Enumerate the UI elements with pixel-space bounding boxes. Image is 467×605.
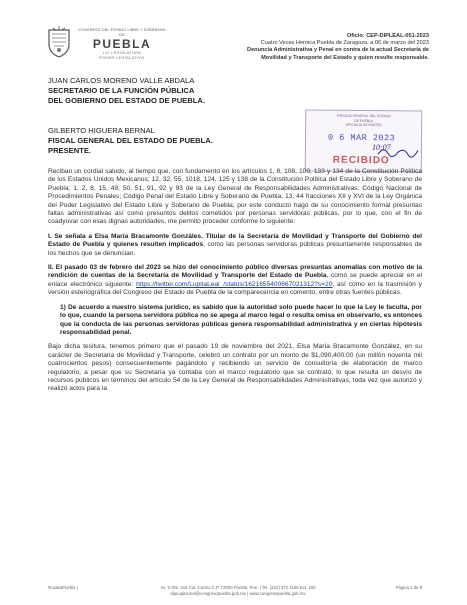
addressee-2-title: FISCAL GENERAL DEL ESTADO DE PUEBLA. <box>48 136 213 145</box>
addressee-2-name: GILBERTO HIGUERA BERNAL <box>48 126 155 135</box>
oficio-number: Oficio: CEP-DIPLEAL-051-2023 <box>346 33 429 39</box>
paragraph-contract: Bajo dicha tesitura, tenemos primero que el pasado 19 de noviembre del 2021, Elsa María Bracamonte González, en su carácter de Secretaria de Movilidad y Transporte, celebró un contrato por un monto de $1,090,400.00 (un millón noventa mil cuatrocientos pesos) consecuentemente pagándolo y recibiendo un servicio de consultoría de elaboración de marco regulatorio, a pesar que su Secretaría ya contaba con el marco regulatorio que se contrató, lo que resulta un desvío de recursos públicos en términos del artículo 54 de la Ley General de Responsabilidades Administrativas, toda vez que autorizó y realizó actos para la <box>48 343 422 393</box>
stamp-date: 0 6 MAR 2023 <box>327 132 396 144</box>
addressee-1-title-1: SECRETARIO DE LA FUNCIÓN PÚBLICA <box>48 86 195 95</box>
presente-label: PRESENTE. <box>48 146 92 155</box>
stamp-line-2: DE PUEBLA <box>354 118 374 123</box>
point-1-bold: I. Se señala a Elsa María Bracamonte Gonzáles. Titular de la Secretaría de Movilidad y Transporte del Gobierno del Estado de Puebla y quienes resulten implicados <box>48 232 422 249</box>
addressee-1-title-2: DEL GOBIERNO DEL ESTADO DE PUEBLA. <box>48 96 205 105</box>
crest-icon <box>46 26 72 58</box>
logo-subtitle-2: PODER LEGISLATIVO <box>99 56 145 60</box>
letter-body <box>48 168 422 400</box>
place-date: Cuatro Veces Heroica Puebla de Zaragoza, a 06 de marzo del 2023 <box>260 40 429 47</box>
received-stamp <box>305 109 423 172</box>
footer-email-web: dipLupita.leal@congresopuebla.gob.mx | www.congresopuebla.gob.mx <box>170 590 306 596</box>
logo-top-text: CONGRESO DEL ESTADO LIBRE Y SOBERANO DE <box>78 28 166 37</box>
stamp-received-label: RECIBIDO <box>332 154 390 167</box>
addressee-1-name: JUAN CARLOS MORENO VALLE ABDALA <box>48 76 195 85</box>
paragraph-point-1 <box>48 233 422 258</box>
paragraph-legal-basis: 1) De acuerdo a nuestro sistema jurídico, es sabido que la autoridad solo puede hacer lo que la Ley le faculta, por lo que, cuando la persona servidora pública no se apega al marco legal o resulta omisa en observarlo, es entonces que la conducta de las personas servidoras públicas genera responsabilidad administrativa y en ciertas hipótesis responsabilidad penal. <box>60 303 422 336</box>
point-2-rest: , así como en la trasmisión y versión estenográfica del Congreso del Estado de Puebla de la comparecencia en comento, entre otras fuentes públicas. <box>48 280 422 297</box>
footer-contact <box>138 585 338 596</box>
logo-brand: PUEBLA <box>92 37 152 51</box>
addressee-1 <box>48 76 205 106</box>
logo-subtitle-1: LXI LEGISLATURA <box>102 51 142 55</box>
page-number: Página 1 de 8 <box>395 585 422 590</box>
addressee-2 <box>48 126 213 156</box>
stamp-line-3: OFICIALÍA DE PARTES <box>345 122 382 128</box>
document-header-info <box>159 33 429 62</box>
subject-line-1: Denuncia Administrativa y Penal en contra de la actual Secretaria de <box>247 47 429 54</box>
paragraph-point-2 <box>48 264 422 298</box>
footer-address: Av. 5 Ote. 216 Col. Centro C.P. 72000 Puebla, Pue. | Tel. (222) 372 1100 Ext. 160 <box>160 585 316 590</box>
stamp-handwritten-time: 10:07 <box>372 143 391 152</box>
footer-hashtag: #LuakaPuebla | <box>48 585 78 590</box>
stamp-line-1: FISCALÍA GENERAL DEL ESTADO <box>336 113 391 119</box>
congress-logo <box>46 26 166 60</box>
twitter-link[interactable]: https://twitter.com/LupitaLeal_/status/1621655400667021312?s=20 <box>136 280 333 288</box>
point-2-mid: , como se puede apreciar en el enlace electrónico siguiente: <box>48 272 422 288</box>
paragraph-intro: Reciban un cordial saludo, al tiempo que, con fundamento en los artículos 1, 8, 108, 109, 133 y 134 de la Constitución Política de los Estados Unidos Mexicanos; 12, 32, 55, 1018, 124, 125 y 138 de la Constitución Política del Estado Libre y Soberano de Puebla; 1, 2, 8, 15, 49, 50, 51, 91, 92 y 93 de la Ley General de Responsabilidades Administrativas; Código Nacional de Procedimientos Penales; Código Penal del Estado Libre y Soberano de Puebla; 13, 44 fracciones XII y XVI de la Ley Orgánica del Poder Legislativo del Estado Libre y Soberano de Puebla; por este conducto hago de su conocimiento formal presuntas faltas administrativas así como presuntos delitos cometidos por personas servidoras públicas, por lo que, con el fin de coadyuvar con esas dignas autoridades, me permito proceder conforme lo siguiente: <box>48 168 422 226</box>
point-2-bold: II. El pasado 03 de febrero del 2023 se hizo del conocimiento público diversas presuntas anomalías con motivo de la rendición de cuentas de la Secretaría de Movilidad y Transporte del Estado de Puebla <box>48 264 422 280</box>
point-1-rest: , como las personas servidoras públicas presuntamente responsables de los hechos que se denuncian. <box>48 241 423 257</box>
subject-line-2: Movilidad y Transporte del Estado y quien resulte responsable. <box>261 54 429 61</box>
